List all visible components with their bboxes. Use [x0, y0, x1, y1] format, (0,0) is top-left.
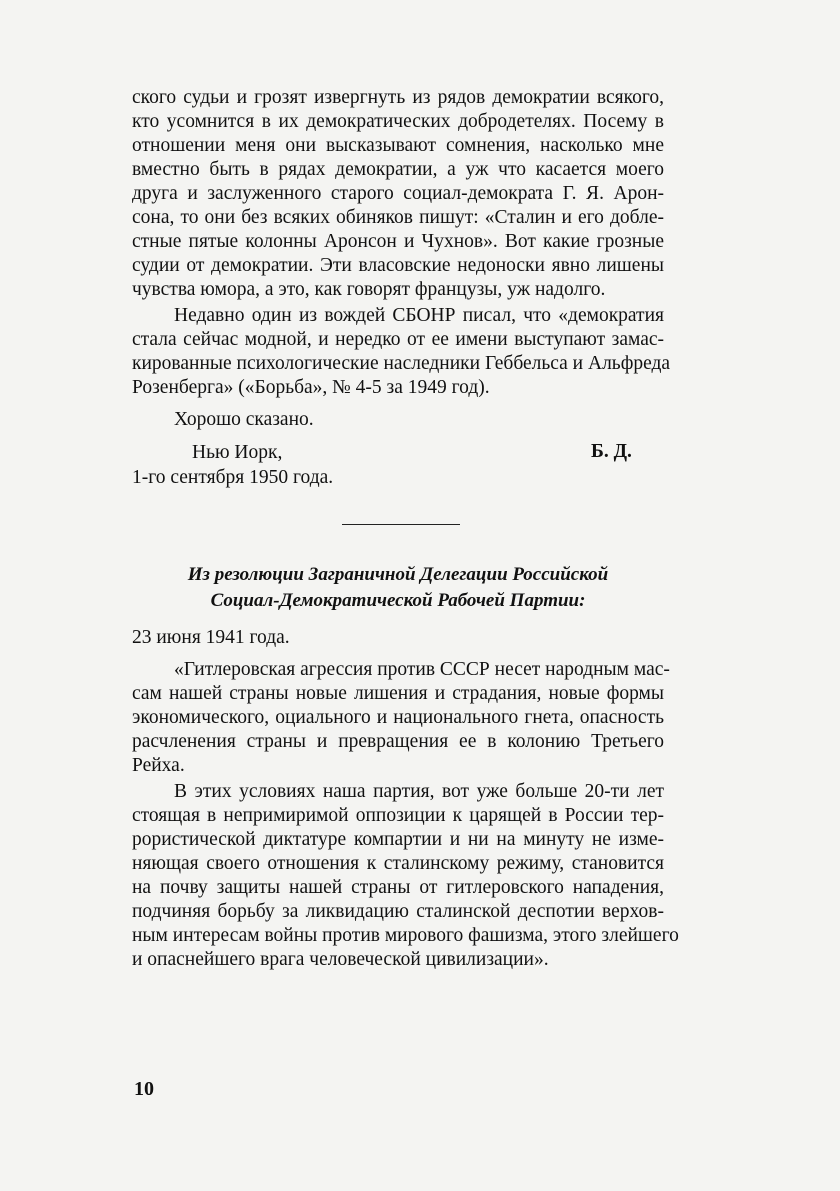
- resolution-date: 23 июня 1941 года.: [132, 627, 290, 648]
- text-line: ным интересам войны против мирового фашизма, этого злейшего: [132, 925, 679, 946]
- text-line: сона, то они без всяких обиняков пишут: «Сталин и его добле-: [132, 207, 664, 228]
- text-line: Недавно один из вождей СБОНР писал, что «демократия: [174, 305, 664, 326]
- text-line: на почву защиты нашей страны от гитлеровского нападения,: [132, 877, 664, 898]
- text-line: няющая своего отношения к сталинскому режиму, становится: [132, 853, 664, 874]
- text-line: судии от демократии. Эти власовские недоноски явно лишены: [132, 255, 664, 276]
- text-line: «Гитлеровская агрессия против СССР несет народным мас-: [174, 659, 670, 680]
- section-heading: Социал-Демократической Рабочей Партии:: [210, 590, 586, 611]
- text-line: рористической диктатуре компартии и ни на минуту не изме-: [132, 829, 664, 850]
- text-line: стные пятые колонны Аронсон и Чухнов». Вот какие грозные: [132, 231, 664, 252]
- place-line: Нью Иорк,: [192, 442, 283, 463]
- text-line: Розенберга» («Борьба», № 4-5 за 1949 год).: [132, 377, 490, 398]
- text-line: экономического, оциального и национального гнета, опасность: [132, 707, 664, 728]
- text-line: В этих условиях наша партия, вот уже больше 20-ти лет: [174, 781, 664, 802]
- date-line: 1-го сентября 1950 года.: [132, 467, 334, 488]
- text-line: и опаснейшего врага человеческой цивилизации».: [132, 949, 549, 970]
- text-line: Рейха.: [132, 755, 185, 776]
- text-line: стала сейчас модной, и нередко от ее имени выступают замас-: [132, 329, 664, 350]
- closing-remark: Хорошо сказано.: [174, 409, 314, 430]
- text-line: сам нашей страны новые лишения и страдания, новые формы: [132, 683, 664, 704]
- text-line: друга и заслуженного старого социал-демократа Г. Я. Арон-: [132, 183, 664, 204]
- text-line: стоящая в непримиримой оппозиции к царящей в России тер-: [132, 805, 664, 826]
- text-line: подчиняя борьбу за ликвидацию сталинской деспотии верхов-: [132, 901, 664, 922]
- signature: Б. Д.: [591, 441, 632, 462]
- text-line: чувства юмора, а это, как говорят французы, уж надолго.: [132, 279, 606, 300]
- text-line: кированные психологические наследники Геббельса и Альфреда: [132, 353, 671, 374]
- text-line: расчленения страны и превращения ее в колонию Третьего: [132, 731, 664, 752]
- text-line: вместно быть в рядах демократии, а уж что касается моего: [132, 159, 664, 180]
- page-number: 10: [134, 1078, 154, 1100]
- text-line: кто усомнится в их демократических добродетелях. Посему в: [132, 111, 664, 132]
- section-divider: [342, 524, 460, 525]
- text-line: ского судьи и грозят извергнуть из рядов демократии всякого,: [132, 87, 664, 108]
- section-heading: Из резолюции Заграничной Делегации Российской: [187, 564, 609, 585]
- text-line: отношении меня они высказывают сомнения, насколько мне: [132, 135, 664, 156]
